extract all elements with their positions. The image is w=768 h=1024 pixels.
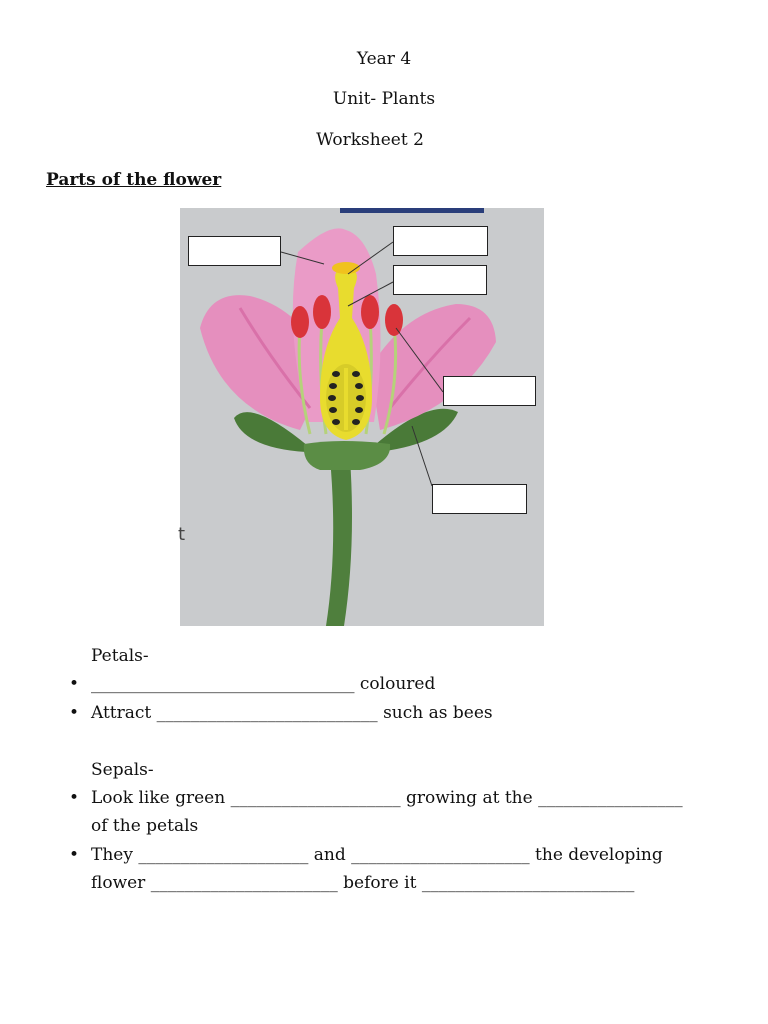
anther-3	[361, 295, 379, 329]
label-box-style[interactable]	[393, 265, 487, 295]
stray-letter: t	[178, 524, 186, 545]
sepals-item-1-line-2: of the petals	[91, 816, 199, 836]
petals-item-1-text: _______________________________ coloured	[91, 674, 436, 694]
sepals-item-2-line-1: • They ____________________ and _____________________ the developing	[91, 845, 663, 865]
sepals-item-2	[91, 841, 691, 897]
top-edge-strip	[340, 208, 484, 213]
petals-item-2-text: Attract __________________________ such as bees	[91, 703, 493, 723]
unit-label: Unit- Plants	[332, 89, 436, 109]
sepals-item-1-line-1: • Look like green ____________________ growing at the _________________	[91, 788, 683, 808]
flower-illustration	[180, 208, 544, 626]
sepals-item-2-line-2: flower ______________________ before it _________________________	[91, 873, 635, 893]
label-box-petal[interactable]	[188, 236, 281, 266]
anther-4	[385, 304, 403, 336]
anther-2	[313, 295, 331, 329]
label-box-stigma[interactable]	[393, 226, 488, 256]
label-box-stamen[interactable]	[443, 376, 536, 406]
label-box-sepal[interactable]	[432, 484, 527, 514]
anther-1	[291, 306, 309, 338]
petals-item-1	[91, 670, 691, 698]
sepals-item-1	[91, 784, 691, 840]
year-label: Year 4	[356, 49, 412, 69]
petals-title: Petals-	[91, 646, 149, 666]
section-heading: Parts of the flower	[46, 170, 222, 190]
worksheet-label: Worksheet 2	[316, 130, 424, 150]
petals-item-2	[91, 699, 691, 727]
sepals-title: Sepals-	[91, 760, 154, 780]
flower-diagram	[180, 208, 544, 626]
